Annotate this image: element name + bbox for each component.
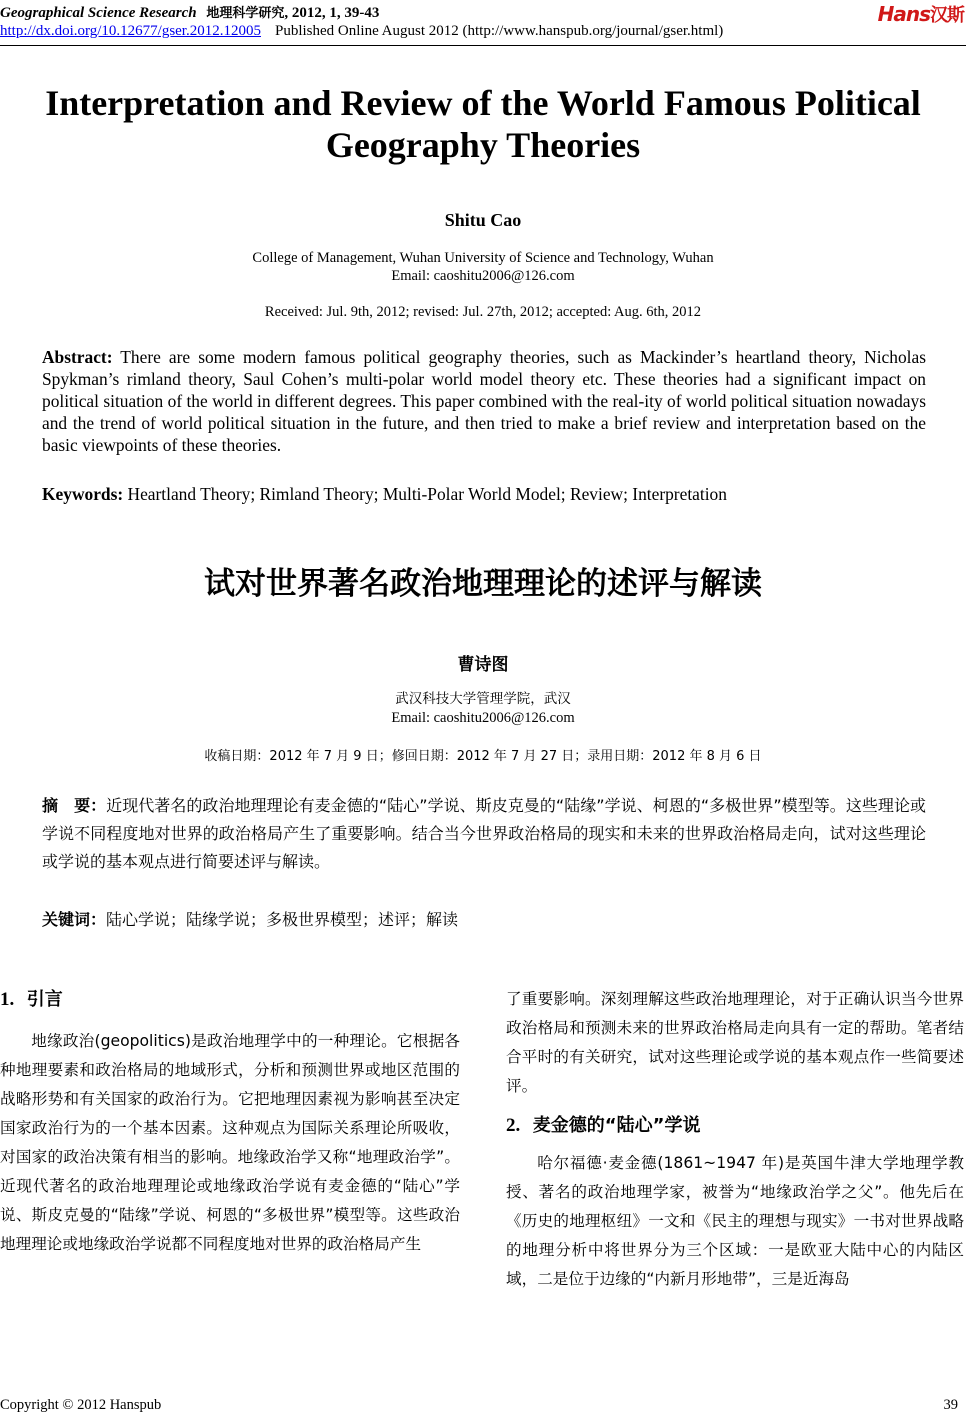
doi-link[interactable]: http://dx.doi.org/10.12677/gser.2012.12005 [0, 23, 261, 39]
page-number: 39 [943, 1397, 958, 1413]
section-1-paragraph: 地缘政治(geopolitics)是政治地理学中的一种理论。它根据各种地理要素和政治格局的地域形式，分析和预测世界或地区范围的战略形势和有关国家的政治行为。它把地理因素视为影响甚至决定国家政治行为的一个基本因素。这种观点为国际关系理论所吸收，对国家的政治决策有相当的影响。地缘政治学又称“地理政治学”。近现代著名的政治地理理论或地缘政治学说有麦金德的“陆心”学说、斯皮克曼的“陆缘”学说、柯恩的“多极世界”模型等。这些政治地理理论或地缘政治学说都不同程度地对世界的政治格局产生 [0, 1032, 460, 1253]
abstract-label-en: Abstract: [42, 347, 113, 367]
volume-pages: , 2012, 1, 39-43 [284, 5, 380, 21]
keywords-cn [42, 907, 926, 930]
author-name-en: Shitu Cao [444, 210, 522, 230]
dates-cn: 收稿日期：2012 年 7 月 9 日；修回日期：2012 年 7 月 27 日；录用日期：2012 年 8 月 6 日 [204, 749, 762, 764]
abstract-en [42, 346, 926, 456]
hans-logo [878, 1, 964, 27]
abstract-cn [42, 792, 926, 876]
section-2-paragraph: 哈尔福德·麦金德(1861~1947 年)是英国牛津大学地理学教授、著名的政治地理学家，被誉为“地缘政治学之父”。他先后在《历史的地理枢纽》一文和《民主的理想与现实》一书对世界战略的地理分析中将世界分为三个区域：一是欧亚大陆中心的内陆区域，二是位于边缘的“内新月形地带”，三是近海岛 [506, 1154, 964, 1288]
abstract-text-cn: 近现代著名的政治地理理论有麦金德的“陆心”学说、斯皮克曼的“陆缘”学说、柯恩的“多极世界”模型等。这些理论或学说不同程度地对世界的政治格局产生了重要影响。结合当今世界政治格局的现实和未来的世界政治格局走向，试对这些理论或学说的基本观点进行简要述评与解读。 [42, 796, 926, 871]
logo-text-en: Hans [877, 2, 930, 26]
abstract-label-cn: 摘 要： [42, 796, 107, 815]
section-heading-2 [506, 1111, 964, 1141]
journal-name-en: Geographical Science Research [0, 5, 197, 21]
abstract-text-en: There are some modern famous political geography theories, such as Mackinder’s heartland theory, Nicholas Spykman’s rimland theory, Saul Cohen’s multi-polar world model theory etc. These theories had a significant impact on political situation of the world in different degrees. This paper combined with the real-ity of world political situation nowadays and the trend of world political situation in the future, and then tried to make a brief review and interpretation based on the basic viewpoints of these theories. [42, 347, 926, 455]
email-en: Email: caoshitu2006@126.com [391, 268, 575, 284]
keywords-text-cn: 陆心学说；陆缘学说；多极世界模型；述评；解读 [106, 910, 459, 929]
dates-en: Received: Jul. 9th, 2012; revised: Jul. 27th, 2012; accepted: Aug. 6th, 2012 [264, 304, 702, 320]
affiliation-en [0, 249, 966, 285]
doi-line [0, 23, 723, 40]
keywords-text-en: Heartland Theory; Rimland Theory; Multi-Polar World Model; Review; Interpretation [123, 484, 727, 504]
author-name-cn: 曹诗图 [457, 655, 509, 675]
logo-text-cn: 汉斯 [930, 5, 964, 26]
keywords-en [42, 484, 926, 505]
section-number-2: 2. [506, 1115, 521, 1136]
running-header [0, 2, 379, 22]
body-column-right [506, 985, 964, 1294]
affiliation-cn [0, 690, 966, 728]
keywords-label-en: Keywords: [42, 484, 124, 504]
section-title-2: 麦金德的“陆心”学说 [532, 1115, 701, 1136]
copyright-notice: Copyright © 2012 Hanspub [0, 1397, 162, 1413]
journal-name-cn: 地理科学研究 [206, 6, 285, 21]
section-title-1: 引言 [26, 989, 63, 1010]
affiliation-text-en: College of Management, Wuhan University of Science and Technology, Wuhan [252, 250, 714, 266]
body-column-left [0, 985, 460, 1259]
email-cn: Email: caoshitu2006@126.com [391, 710, 575, 726]
keywords-label-cn: 关键词： [42, 910, 107, 929]
affiliation-text-cn: 武汉科技大学管理学院，武汉 [395, 691, 571, 707]
paper-title-en: Interpretation and Review of the World Famous Political Geography Theories [45, 83, 921, 165]
section-number-1: 1. [0, 989, 15, 1010]
header-divider [0, 45, 966, 46]
published-online: Published Online August 2012 (http://www.hanspub.org/journal/gser.html) [274, 23, 724, 39]
paper-title-cn: 试对世界著名政治地理理论的述评与解读 [204, 566, 762, 602]
section-1-continuation: 了重要影响。深刻理解这些政治地理理论，对于正确认识当今世界政治格局和预测未来的世界政治格局走向具有一定的帮助。笔者结合平时的有关研究，试对这些理论或学说的基本观点作一些简要述评。 [506, 990, 964, 1095]
section-heading-1 [0, 985, 460, 1015]
